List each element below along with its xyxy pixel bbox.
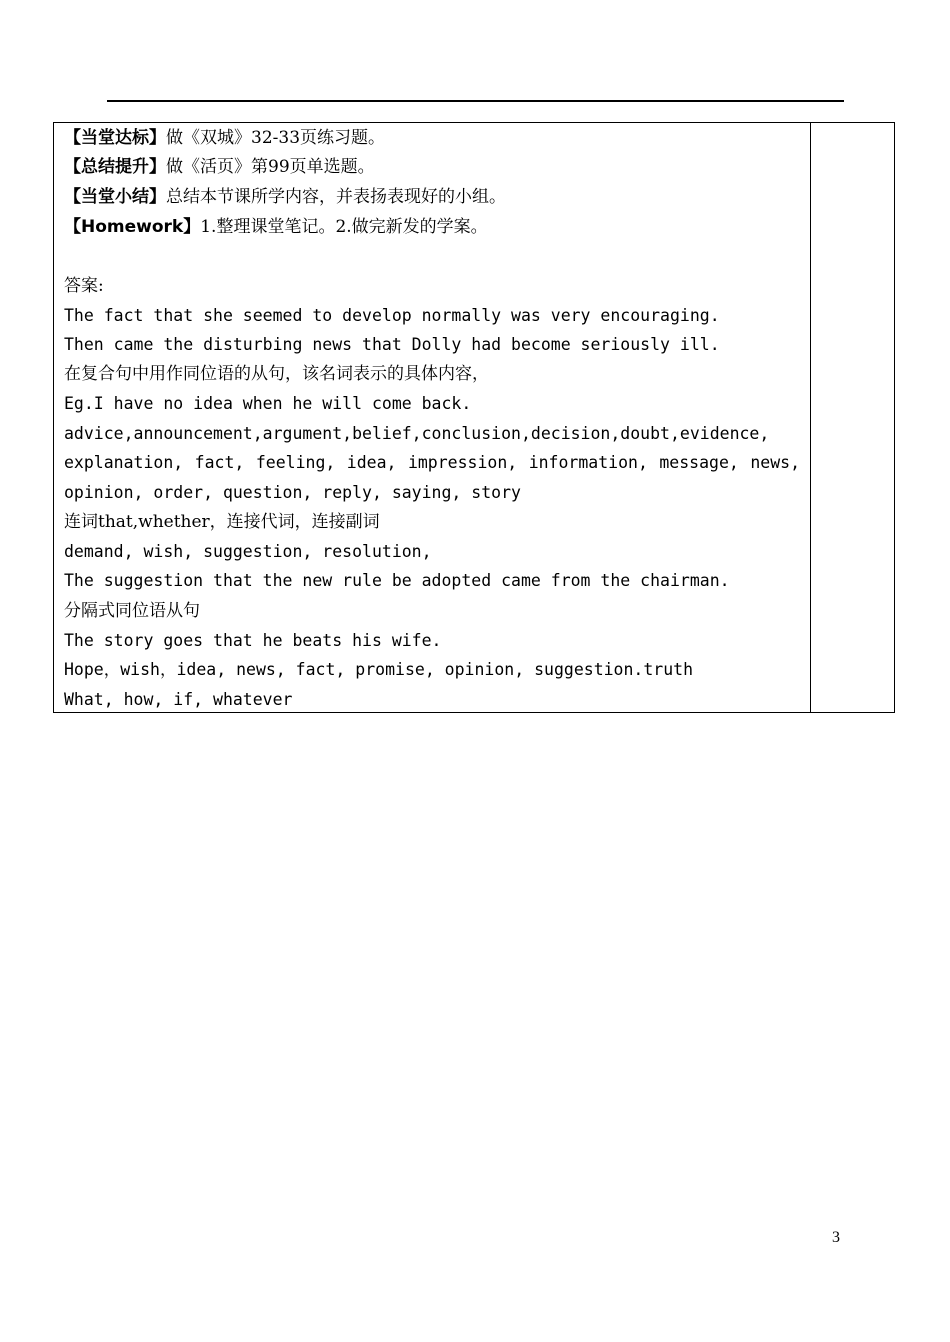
answer-line: advice,announcement,argument,belief,conclusion,decision,doubt,evidence, <box>64 424 770 443</box>
answer-line: Hope，wish，idea, news, fact, promise, opinion, suggestion.truth <box>64 660 694 679</box>
section-text: 1.整理课堂笔记。2.做完新发的学案。 <box>200 217 488 237</box>
answer-line: explanation, fact, feeling, idea, impression, information, message, news, <box>64 453 800 472</box>
section-label: 【当堂达标】 <box>64 128 166 148</box>
section-label: 【Homework】 <box>64 217 201 237</box>
answer-line: demand, wish, suggestion, resolution, <box>64 542 432 561</box>
section-label: 【当堂小结】 <box>64 187 166 207</box>
answer-line: opinion, order, question, reply, saying, story <box>64 483 521 502</box>
answer-line: 连词that,whether，连接代词，连接副词 <box>64 512 380 532</box>
section-text: 做《双城》32-33页练习题。 <box>166 128 386 148</box>
page-number: 3 <box>832 1229 840 1246</box>
section-homework <box>64 217 488 237</box>
answer-line: The suggestion that the new rule be adopted came from the chairman. <box>64 571 730 590</box>
answer-line: Then came the disturbing news that Dolly had become seriously ill. <box>64 335 720 354</box>
header-rule <box>107 100 844 102</box>
lesson-table <box>53 122 895 713</box>
section-label: 【总结提升】 <box>64 157 166 177</box>
column-divider <box>810 123 811 712</box>
section-summary-improve <box>64 157 375 177</box>
answer-line: 在复合句中用作同位语的从句，该名词表示的具体内容， <box>64 364 489 384</box>
answer-line: 分隔式同位语从句 <box>64 601 200 621</box>
section-practice <box>64 128 385 148</box>
answers-heading: 答案: <box>64 276 104 296</box>
answer-line: Eg.I have no idea when he will come back. <box>64 394 472 413</box>
section-text: 做《活页》第99页单选题。 <box>166 157 375 177</box>
answer-line: What, how, if, whatever <box>64 690 293 709</box>
section-text: 总结本节课所学内容，并表扬表现好的小组。 <box>166 187 506 207</box>
section-class-summary <box>64 187 506 207</box>
answer-line: The fact that she seemed to develop normally was very encouraging. <box>64 306 720 325</box>
answer-line: The story goes that he beats his wife. <box>64 631 442 650</box>
